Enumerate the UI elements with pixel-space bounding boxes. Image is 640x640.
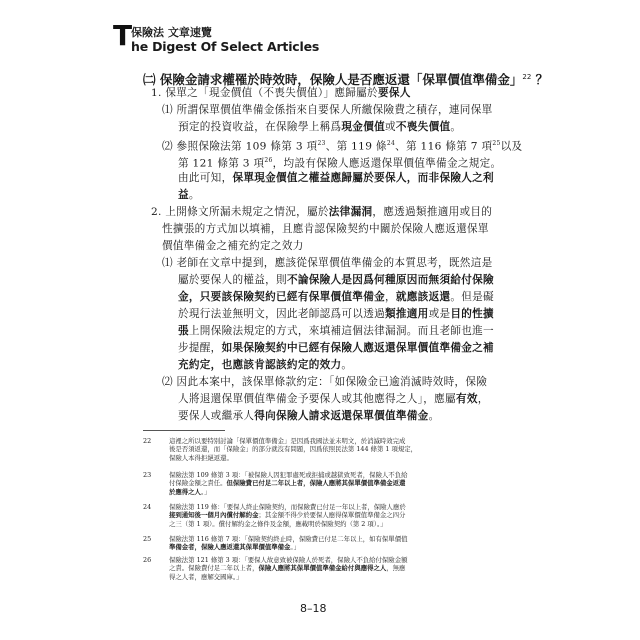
body-line: [162, 239, 304, 253]
text-run: 接到通知後一個月內償付解約金: [169, 511, 259, 520]
text-run: 預定的投資收益，在保險學上稱爲: [178, 121, 342, 133]
text-run: 法律漏洞: [328, 206, 373, 218]
text-run: 步提醒，: [178, 342, 222, 354]
body-line: [178, 392, 489, 406]
text-run: 金，只要該保險契約已經有保單價值準備金: [178, 291, 385, 303]
text-run: 付保險金額之責任。: [169, 479, 227, 488]
text-run: 。: [188, 189, 200, 201]
text-run: 之責。保險費付足二年以上者，: [169, 564, 259, 573]
text-run: 就應該返還: [395, 291, 451, 303]
text-run: ，: [384, 291, 396, 303]
text-run: ⑵ 因此本案中，該保單條款約定：「如保險金已逾消滅時效時，保險: [162, 376, 488, 388]
text-run: ；其金額不得少於要保人應得保單價值準備金之四分: [258, 511, 406, 520]
text-run: 後是否須返還，而「保險金」的部分就沒有問題，因爲依照民法第 144 條第 1 項規定，: [169, 445, 418, 454]
text-run: 。」: [200, 487, 211, 496]
footnote-number: 24: [143, 503, 152, 511]
footnote-line: [169, 511, 406, 519]
text-run: 保險人本得拒絕返還。: [169, 453, 233, 462]
text-run: ，均設有保險人應返還保單價值準備金之規定。: [272, 157, 502, 170]
text-run: 。」: [290, 543, 301, 552]
text-run: 由此可知，: [178, 172, 233, 184]
text-run: ⑴ 老師在文章中提到，應該從保單價值準備金的本質思考，既然這是: [162, 257, 493, 269]
text-run: 。: [450, 121, 462, 133]
text-run: ，: [477, 393, 489, 405]
body-line: [178, 290, 494, 304]
text-run: 準備金者，保險人應返還其保單價值準備金: [169, 543, 291, 552]
text-run: 性擴張的方式加以填補，且應肯認保險契約中關於保險人應返還保單: [162, 223, 489, 235]
text-run: 、第 116 條第 7 項: [395, 140, 493, 153]
body-line: [178, 307, 494, 321]
text-run: 不論保險人是因爲何種原因而無須給付保險: [286, 274, 494, 286]
footnote-text: [169, 471, 407, 496]
text-run: 。: [341, 359, 353, 371]
page-number: 8–18: [300, 602, 327, 615]
text-run: 2. 上開條文所漏未規定之情況，屬於: [151, 206, 329, 218]
text-run: 益: [178, 189, 189, 201]
body-line: [151, 205, 492, 219]
text-run: 保險人應將其保單價值準備金給付與應得之人: [258, 564, 387, 573]
text-run: ，無應: [386, 564, 406, 573]
text-run: 1. 保單之「現金價值（不喪失價值）」應歸屬於: [151, 87, 378, 99]
text-run: 有效: [455, 393, 478, 405]
footnote-line: [169, 479, 407, 487]
footnote-ref: 22: [522, 72, 532, 81]
footnote-ref: 26: [264, 157, 273, 164]
footnote-ref: 25: [492, 140, 501, 147]
body-line: [178, 120, 461, 134]
text-run: 人將退還保單價值準備金予要保人或其他應得之人」，應屬: [178, 393, 456, 405]
text-run: 、第 119 條: [325, 140, 387, 153]
body-line: [178, 324, 494, 338]
text-run: 要保人或繼承人: [178, 410, 255, 422]
text-run: 屬於要保人的權益，則: [178, 274, 287, 286]
body-line: [162, 256, 492, 270]
header-title-english: he Digest Of Select Articles: [131, 39, 320, 54]
body-line: [178, 273, 494, 287]
footnote-line: [169, 520, 406, 528]
text-run: 張: [178, 325, 189, 337]
text-run: 保險法第 116 條第 7 項：「保險契約終止時，保險費已付足二年以上，如有保單價值: [169, 535, 408, 543]
text-run: ⑴ 所謂保單價值準備金係指來自要保人所繳保險費之積存，連同保單: [162, 104, 493, 116]
body-line: [162, 222, 489, 236]
text-run: 類推適用: [384, 308, 429, 320]
footnote-line: [169, 564, 407, 572]
text-run: 保險法第 119 條：「要保人終止保險契約，而保險費已付足一年以上者，保險人應於: [169, 503, 406, 511]
footnote-number: 26: [143, 556, 152, 564]
text-run: 得之人者，應解交國庫。」: [169, 572, 243, 581]
text-run: 於應得之人: [169, 487, 201, 496]
body-line: [178, 341, 494, 355]
footnote-ref: 23: [317, 140, 326, 147]
text-run: 於現行法並無明文，因此老師認爲可以透過: [178, 308, 385, 320]
footnote-number: 25: [143, 535, 152, 543]
header-initial-letter: T: [113, 19, 133, 52]
body-line: [178, 409, 439, 423]
text-run: 價值準備金之補充約定之效力: [162, 240, 304, 252]
text-run: 以及: [500, 140, 523, 153]
running-header: [113, 19, 353, 56]
footnote-text: [169, 556, 407, 581]
header-title-chinese: 保險法 文章速覽: [131, 26, 212, 39]
text-run: 保單現金價值之權益應歸屬於要保人，而非保險人之利: [232, 172, 494, 184]
footnote-text: [169, 503, 406, 528]
text-run: 這裡之所以要特別討論「保單價值準備金」是因爲我國法並未明文，於消滅時效完成: [169, 437, 406, 445]
text-run: 要保人: [377, 87, 411, 99]
text-run: 。: [428, 410, 440, 422]
body-line: [178, 171, 494, 185]
body-line: [162, 375, 487, 389]
body-line: [178, 358, 352, 372]
text-run: 得向保險人請求返還保單價值準備金: [254, 410, 429, 422]
text-run: 不喪失價值: [395, 121, 451, 133]
footnote-text: [169, 437, 417, 462]
body-line: [178, 154, 501, 171]
footnote-line: [169, 573, 407, 581]
text-run: 如果保險契約中已經有保險人應返還保單價值準備金之補: [221, 342, 494, 354]
footnote-text: [169, 535, 407, 552]
body-line: [162, 137, 522, 154]
text-run: 但保險費已付足二年以上者，保險人應將其保單價值準備金返還: [226, 479, 406, 488]
text-run: 上開保險法規定的方式，來填補這個法律漏洞。而且老師也進一: [188, 325, 494, 337]
body-line: [178, 188, 200, 202]
text-run: 或: [384, 121, 396, 133]
footnote-line: [169, 543, 407, 551]
text-run: 或是: [428, 308, 451, 320]
body-line: [151, 86, 411, 100]
text-run: 充約定，也應該肯認該約定的效力: [178, 359, 342, 371]
text-run: 。但是礙: [450, 291, 494, 303]
text-run: 現金價值: [341, 121, 385, 133]
text-run: ，應透過類推適用或目的: [372, 206, 493, 218]
footnote-number: 22: [143, 437, 152, 445]
body-line: [162, 103, 492, 117]
footnote-number: 23: [143, 471, 152, 479]
footnote-divider: [143, 430, 225, 431]
text-run: 第 121 條第 3 項: [178, 157, 265, 170]
text-run: ⑵ 參照保險法第 109 條第 3 項: [162, 140, 318, 153]
footnote-line: [169, 488, 407, 496]
text-run: 之三（第 1 項）。償付解約金之條件及金額，應載明於保險契約（第 2 項）。」: [169, 519, 387, 528]
text-run: 目的性擴: [450, 308, 494, 320]
question-mark: ？: [531, 72, 549, 87]
footnote-line: [169, 454, 417, 462]
question-text: ㈡ 保險金請求權罹於時效時，保險人是否應返還「保單價值準備金」: [143, 72, 523, 87]
footnote-line: [169, 445, 417, 453]
text-run: 保險法第 109 條第 3 項：「被保險人因犯罪處死或拒捕或越獄致死者，保險人不負給: [169, 471, 408, 479]
footnote-ref: 24: [386, 140, 396, 147]
text-run: 保險法第 121 條第 3 項：「要保人故意致被保險人於死者，保險人不負給付保險金額: [169, 556, 408, 564]
